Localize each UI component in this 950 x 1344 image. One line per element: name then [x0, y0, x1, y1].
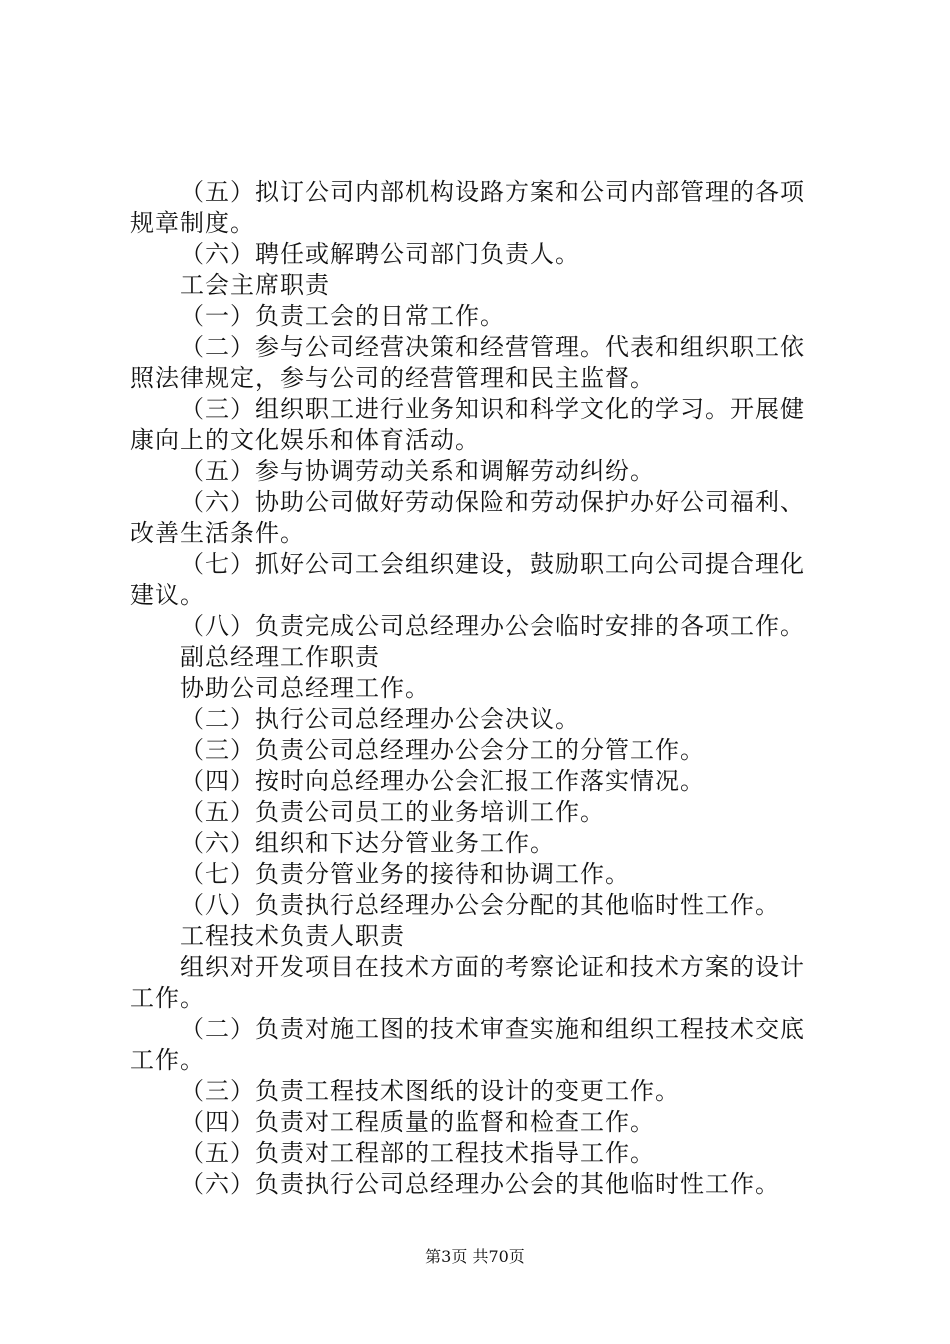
text-line: （七）负责分管业务的接待和协调工作。 [180, 860, 630, 888]
text-line: （一）负责工会的日常工作。 [180, 302, 505, 330]
text-line: （八）负责完成公司总经理办公会临时安排的各项工作。 [180, 612, 805, 640]
text-line: （二）执行公司总经理办公会决议。 [180, 705, 580, 733]
text-line: （二）参与公司经营决策和经营管理。代表和组织职工依 [180, 333, 805, 361]
text-line: 规章制度。 [130, 209, 255, 237]
text-line: 建议。 [130, 581, 205, 609]
text-line: （八）负责执行总经理办公会分配的其他临时性工作。 [180, 891, 780, 919]
text-line: （六）聘任或解聘公司部门负责人。 [180, 240, 580, 268]
text-line: （六）负责执行公司总经理办公会的其他临时性工作。 [180, 1170, 780, 1198]
text-line: 照法律规定，参与公司的经营管理和民主监督。 [130, 364, 655, 392]
text-line: 康向上的文化娱乐和体育活动。 [130, 426, 480, 454]
text-line: （六）协助公司做好劳动保险和劳动保护办好公司福利、 [180, 488, 805, 516]
text-line: （六）组织和下达分管业务工作。 [180, 829, 555, 857]
text-line: （五）负责对工程部的工程技术指导工作。 [180, 1139, 655, 1167]
page-footer: 第3页 共70页 [425, 1247, 525, 1266]
text-line: 协助公司总经理工作。 [180, 674, 430, 702]
text-line: 组织对开发项目在技术方面的考察论证和技术方案的设计 [180, 953, 805, 981]
text-line: （五）负责公司员工的业务培训工作。 [180, 798, 605, 826]
text-line: （三）负责公司总经理办公会分工的分管工作。 [180, 736, 705, 764]
text-line: （五）参与协调劳动关系和调解劳动纠纷。 [180, 457, 655, 485]
text-line: （四）按时向总经理办公会汇报工作落实情况。 [180, 767, 705, 795]
text-line: 工作。 [130, 1046, 205, 1074]
text-line: （五）拟订公司内部机构设路方案和公司内部管理的各项 [180, 178, 805, 206]
text-line: （四）负责对工程质量的监督和检查工作。 [180, 1108, 655, 1136]
text-line: （二）负责对施工图的技术审查实施和组织工程技术交底 [180, 1015, 805, 1043]
section-heading: 工程技术负责人职责 [180, 922, 405, 950]
section-heading: 工会主席职责 [180, 271, 330, 299]
section-heading: 副总经理工作职责 [180, 643, 380, 671]
text-line: （三）负责工程技术图纸的设计的变更工作。 [180, 1077, 680, 1105]
text-line: （三）组织职工进行业务知识和科学文化的学习。开展健 [180, 395, 805, 423]
text-line: （七）抓好公司工会组织建设，鼓励职工向公司提合理化 [180, 550, 805, 578]
text-line: 工作。 [130, 984, 205, 1012]
text-line: 改善生活条件。 [130, 519, 305, 547]
